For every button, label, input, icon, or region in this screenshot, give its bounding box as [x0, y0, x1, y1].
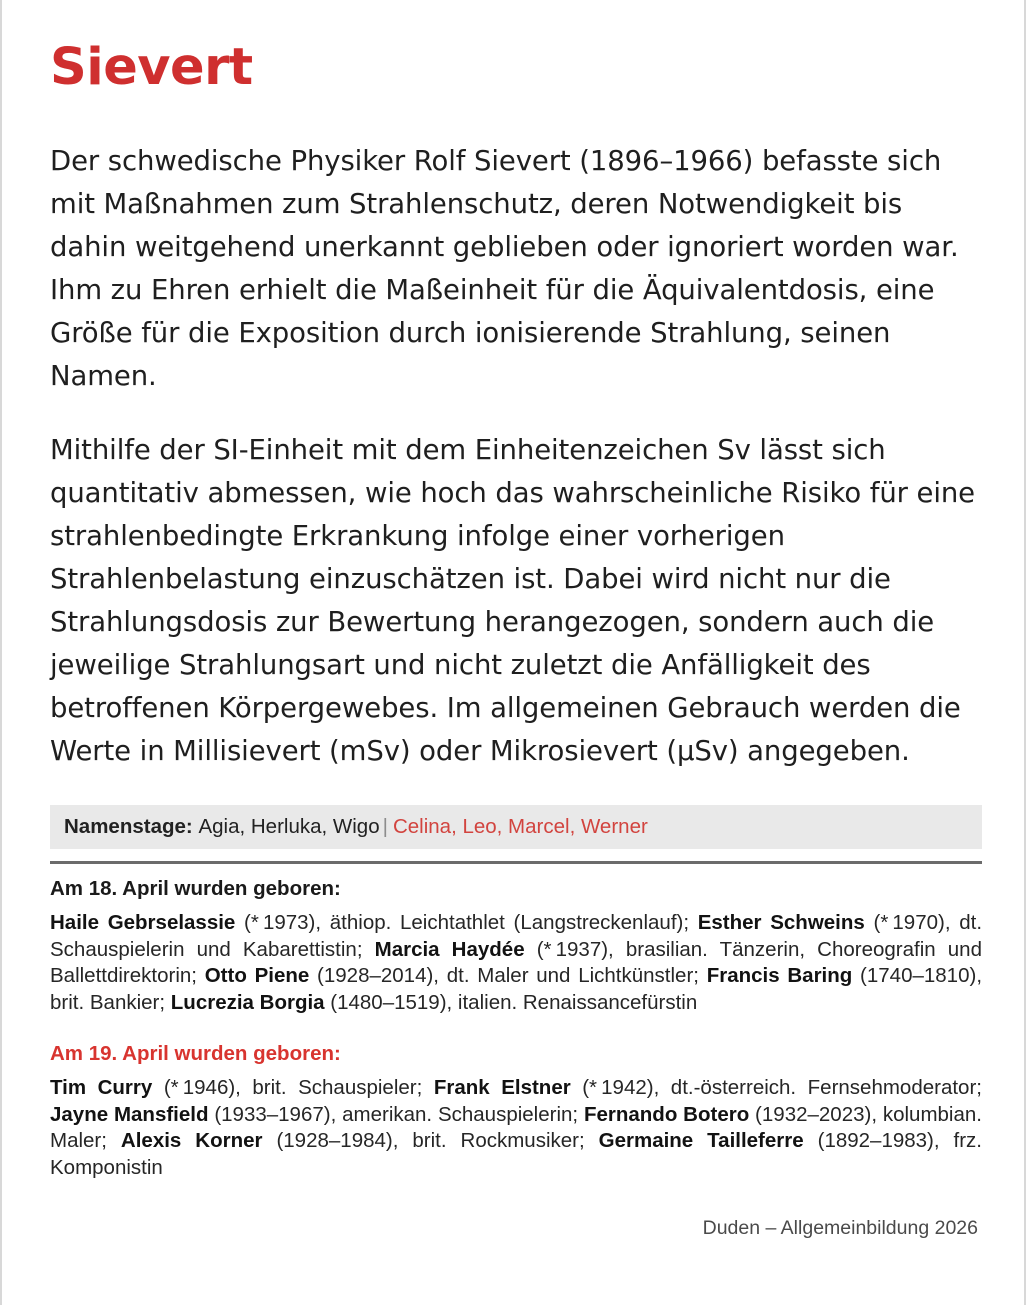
- person-detail: (1928–1984), brit. Rockmusiker;: [262, 1129, 599, 1152]
- person-name: Marcia Haydée: [374, 937, 525, 961]
- person-detail: (1928–2014), dt. Maler und Lichtkünstler;: [309, 964, 707, 987]
- birthdays-block-19: [50, 1042, 982, 1181]
- person-detail: (1480–1519), italien. Renaissancefürstin: [324, 990, 698, 1014]
- person-name: Otto Piene: [204, 964, 310, 987]
- namenstage-plain-names: Agia, Herluka, Wigo: [198, 815, 380, 838]
- person-detail: (* 1937), brasilian. Tänzerin, Choreografin und Ballettdirektorin;: [50, 937, 982, 987]
- person-name: Germaine Tailleferre: [598, 1129, 804, 1152]
- person-name: Fernando Botero: [583, 1102, 750, 1126]
- person-detail: (* 1973), äthiop. Leichtathlet (Langstreckenlauf);: [235, 911, 698, 934]
- person-name: Jayne Mansfield: [50, 1102, 209, 1126]
- person-detail: (* 1970), dt. Schauspielerin und Kabarettistin;: [50, 911, 983, 961]
- namenstage-separator: |: [382, 815, 388, 838]
- article-paragraph-1: Der schwedische Physiker Rolf Sievert (1896–1966) befasste sich mit Maßnahmen zum Strahlenschutz, deren Notwendigkeit bis dahin weitgehend unerkannt geblieben oder ignoriert worden war. Ihm zu Ehren erhielt die Maßeinheit für die Äquivalentdosis, eine Größe für die Exposition durch ionisierende Strahlung, seinen Namen.: [50, 145, 959, 392]
- person-detail: (1740–1810), brit. Bankier;: [50, 964, 983, 1014]
- birthdays-block-18: [50, 877, 982, 1016]
- birthdays-list-19: [50, 1075, 982, 1181]
- person-detail: (1933–1967), amerikan. Schauspielerin;: [208, 1102, 584, 1126]
- footer-source: Duden – Allgemeinbildung 2026: [702, 1217, 978, 1239]
- person-name: Alexis Korner: [120, 1129, 263, 1152]
- person-name: Haile Gebrselassie: [50, 911, 236, 934]
- person-name: Tim Curry: [50, 1076, 153, 1099]
- page-title: Sievert: [50, 38, 253, 97]
- person-name: Lucrezia Borgia: [170, 990, 325, 1014]
- birthdays-heading-19: Am 19. April wurden geboren:: [50, 1042, 341, 1065]
- namenstage-label: Namenstage:: [64, 815, 193, 838]
- person-name: Frank Elstner: [433, 1076, 571, 1099]
- namenstage-bar: [50, 805, 982, 849]
- person-name: Esther Schweins: [697, 911, 865, 934]
- birthdays-list-18: [50, 910, 982, 1016]
- person-detail: (* 1946), brit. Schauspieler;: [152, 1076, 434, 1099]
- person-detail: (1932–2023), kolumbian. Maler;: [50, 1102, 982, 1152]
- person-detail: (* 1942), dt.-österreich. Fernsehmoderator;: [570, 1076, 982, 1099]
- birthdays-heading-18: Am 18. April wurden geboren:: [50, 877, 341, 900]
- namenstage-red-names: Celina, Leo, Marcel, Werner: [392, 815, 648, 838]
- section-divider: [50, 861, 982, 864]
- article-paragraph-2: Mithilfe der SI-Einheit mit dem Einheitenzeichen Sv lässt sich quantitativ abmessen, wie hoch das wahrscheinliche Risiko für eine strahlenbedingte Erkrankung infolge einer vorherigen Strahlenbelastung einzuschätzen ist. Dabei wird nicht nur die Strahlungsdosis zur Bewertung herangezogen, sondern auch die jeweilige Strahlungsart und nicht zuletzt die Anfälligkeit des betroffenen Körpergewebes. Im allgemeinen Gebrauch werden die Werte in Millisievert (mSv) oder Mikrosievert (µSv) angegeben.: [50, 434, 976, 767]
- person-name: Francis Baring: [706, 964, 853, 987]
- person-detail: (1892–1983), frz. Komponistin: [50, 1129, 983, 1179]
- page-content: [50, 0, 982, 1240]
